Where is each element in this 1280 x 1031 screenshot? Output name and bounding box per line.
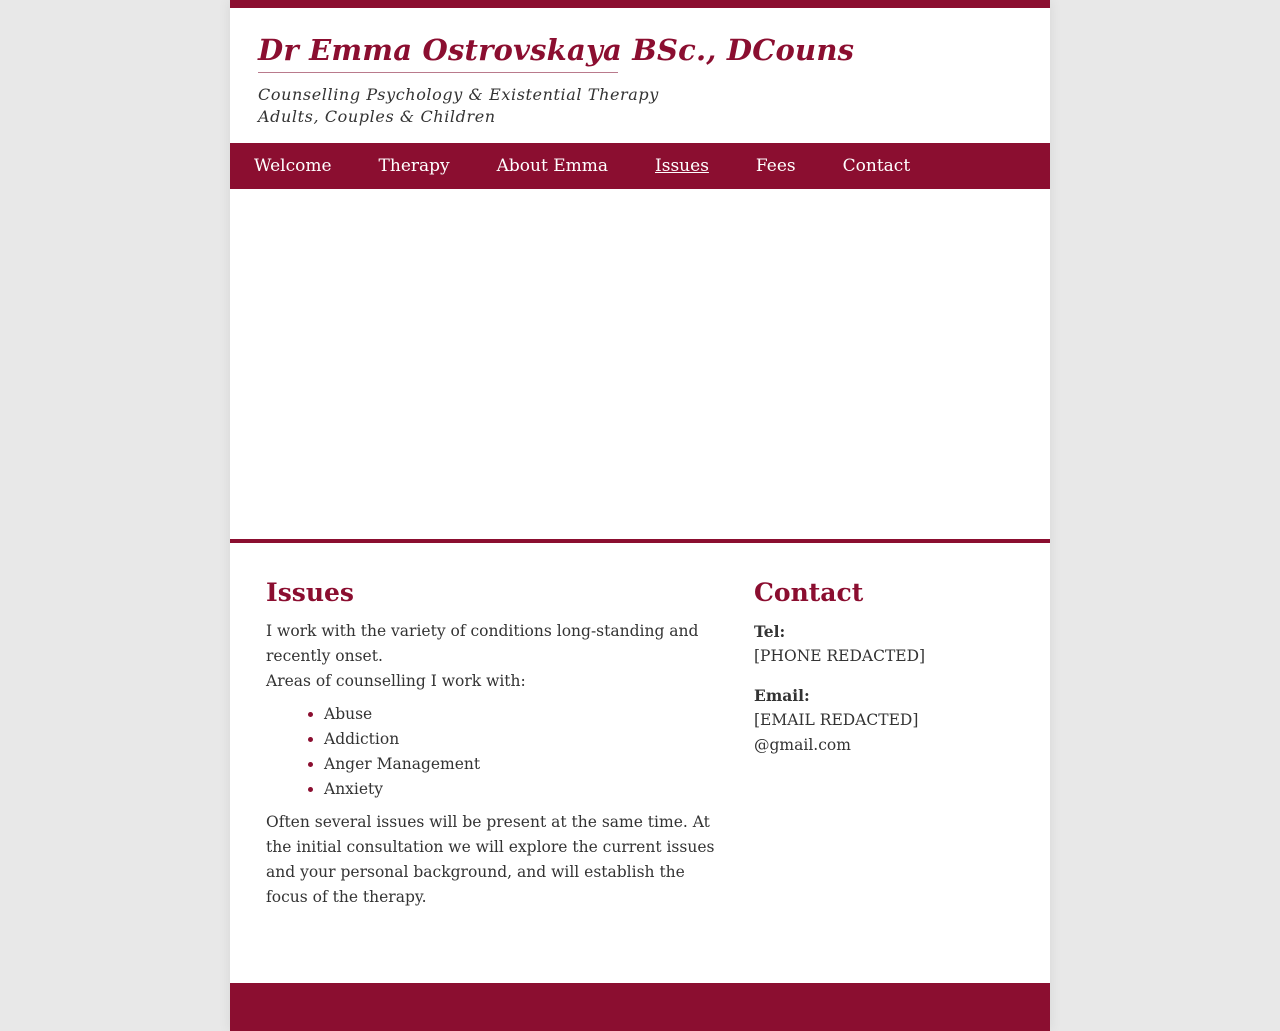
area-label: Addiction <box>324 730 400 748</box>
email-value-line-2: @gmail.com <box>754 736 851 754</box>
nav-item-contact[interactable]: Contact <box>842 156 911 176</box>
nav-item-welcome[interactable]: Welcome <box>254 156 332 176</box>
intro-line-2: Areas of counselling I work with: <box>266 672 526 690</box>
email-value[interactable] <box>754 708 1014 758</box>
area-label: Abuse <box>324 705 373 723</box>
area-label: Anxiety <box>324 780 384 798</box>
list-item <box>324 727 716 752</box>
tel-label: Tel: <box>754 622 786 641</box>
nav-item-fees[interactable]: Fees <box>755 156 796 176</box>
nav-item-about-emma[interactable]: About Emma <box>496 156 609 176</box>
areas-list <box>266 702 716 802</box>
closing-text: Often several issues will be present at the same time. At the initial consultation we will explore the current issues and your personal background, and will establish the focus of the therapy. <box>266 813 715 906</box>
intro-line-1: I work with the variety of conditions long-standing and recently onset. <box>266 622 699 665</box>
list-item <box>324 702 716 727</box>
list-item <box>324 777 716 802</box>
tagline-line-2: Adults, Couples & Children <box>258 107 496 126</box>
site-title[interactable]: Dr Emma Ostrovskaya BSc., DCouns <box>258 33 855 67</box>
top-accent-bar <box>230 0 1050 8</box>
contact-heading: Contact <box>754 578 864 607</box>
main-column <box>266 577 716 910</box>
contact-sidebar <box>754 577 1014 772</box>
list-item <box>324 752 716 777</box>
content-area <box>230 543 1050 983</box>
title-underline <box>258 72 618 73</box>
email-value-line-1: [EMAIL REDACTED] <box>754 711 919 729</box>
tagline-line-1: Counselling Psychology & Existential Therapy <box>258 85 659 104</box>
site-tagline <box>258 84 659 128</box>
page-heading: Issues <box>266 578 355 607</box>
intro-text <box>266 619 716 694</box>
tel-value[interactable]: [PHONE REDACTED] <box>754 647 926 665</box>
main-navigation <box>230 143 1050 189</box>
site-footer <box>230 983 1050 1031</box>
email-label: Email: <box>754 686 810 705</box>
page-container <box>230 0 1050 1031</box>
site-header <box>230 8 1050 143</box>
nav-item-issues[interactable]: Issues <box>655 156 709 176</box>
hero-image-area <box>230 189 1050 539</box>
nav-item-therapy[interactable]: Therapy <box>378 156 450 176</box>
area-label: Anger Management <box>324 755 481 773</box>
